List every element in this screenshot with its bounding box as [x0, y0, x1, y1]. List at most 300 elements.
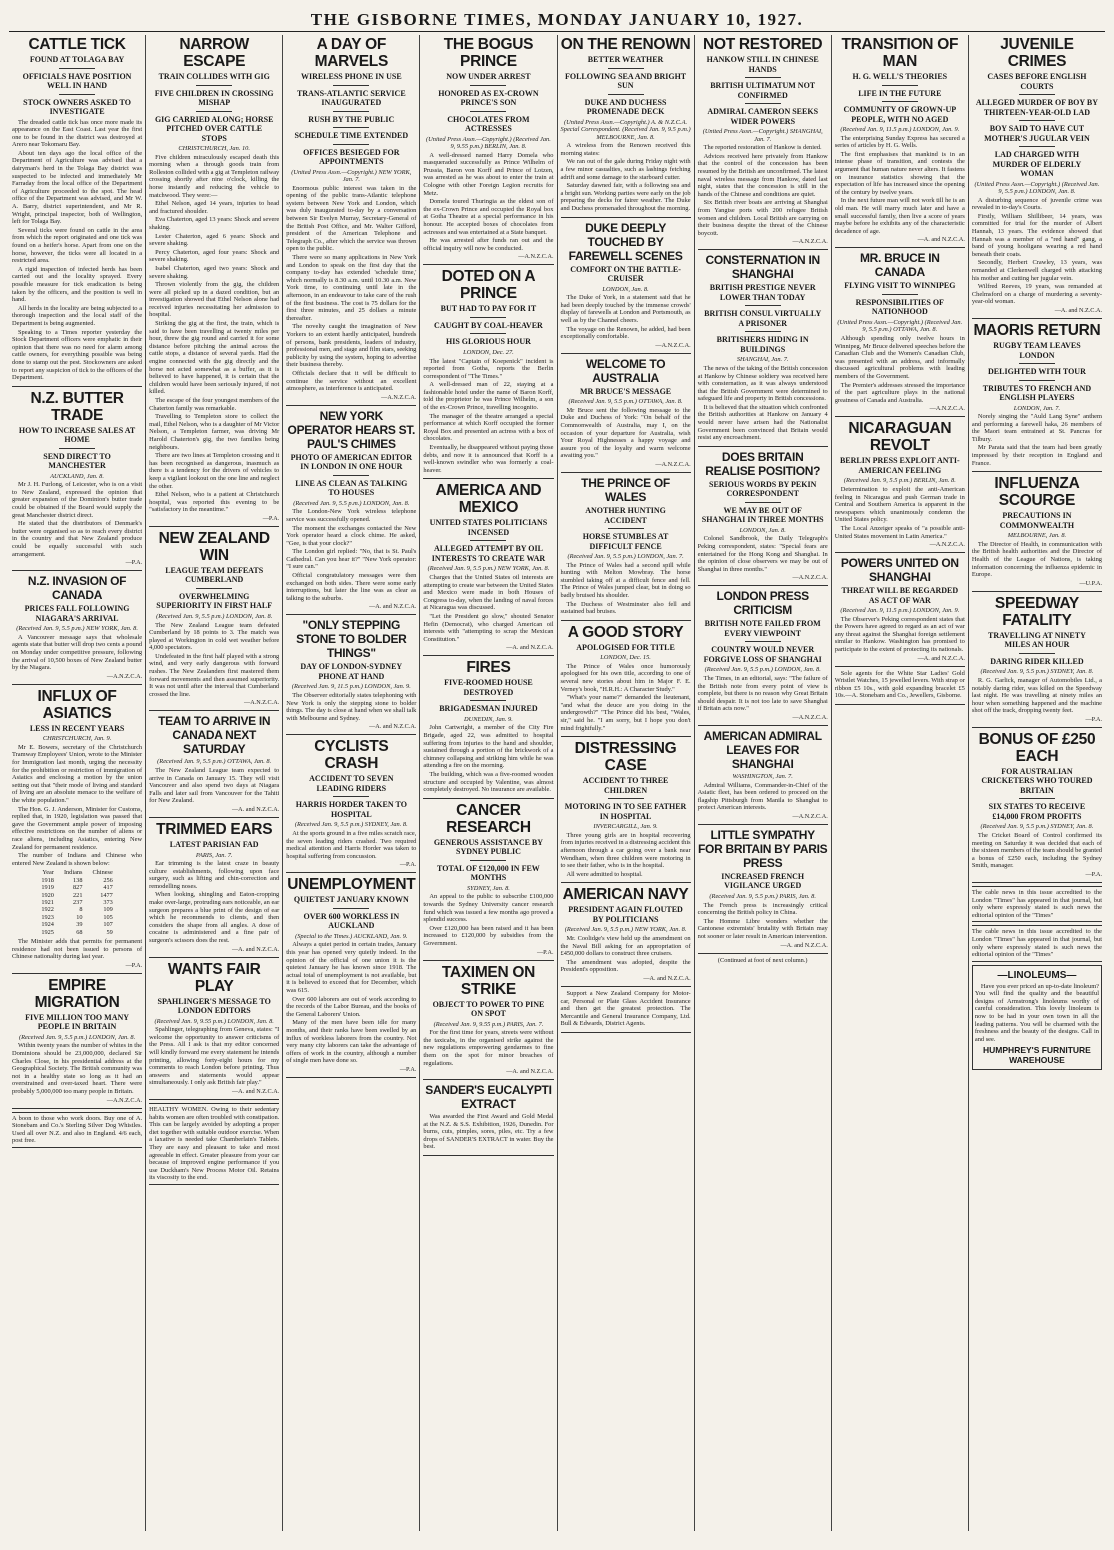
rule	[333, 111, 369, 112]
paragraph: Wilfred Reeves, 19 years, was remanded at Chelmsford on a charge of murdering a seventy-year-old woman.	[971, 283, 1102, 306]
dateline: (United Press Assn.—Copyright.) (Received Jan. 9, 5.5 p.m.) LONDON, Jan. 8.	[974, 180, 1100, 196]
article	[698, 828, 828, 949]
dateline: (Received Jan. 9, 5.5 p.m.) OTTAWA, Jan. 8.	[568, 398, 683, 406]
subheading: FIVE MILLION TOO MANY PEOPLE IN BRITAIN	[25, 1012, 130, 1032]
table-cell: 138	[73, 876, 83, 884]
signature: —A. and N.Z.C.A.	[369, 723, 417, 731]
paragraph: Several ticks were found on cattle in the area from which the report originated and one tick was found on a heifer's horse. Apart from one on the horse, however, the ticks were all located in a restricted area.	[12, 226, 143, 265]
paragraph: Striking the gig at the first, the train, which is said to have been travelling at twenty miles per hour, threw the gig round and carried it for some distance before pitching the animal across the cattle stops, a distance of several yards. Had the engine connected with the gig directly and the horse not acted somewhat as a buffer, as it is believed to have happened, it is certain that the children would have been seriously injured, if not killed.	[149, 320, 280, 396]
paragraph: "Let the President go slow," shouted Senator Hefin (Democrat), who charged American oil interests with "attempting to scrap the Mexican Constitution."	[423, 612, 554, 643]
rule	[333, 127, 369, 128]
dateline: (United Press Assn.—Copyright.) A. & N.Z.C.A. Special Correspondent. (Received Jan. 9, 9.5 p.m.) MELBOURNE, Jan. 8.	[560, 118, 691, 141]
ad-body: Have you ever priced an up-to-date linoleum? You will find the quality and the beautiful designs of Armstrong's linoleums worthy of careful consideration. This lovely linoleum is now to be had in your own town in all the leading patterns. You will be charmed with the freshness and the beauty of the designs. Call in and see.	[974, 982, 1099, 1043]
article	[286, 618, 416, 730]
article	[286, 738, 416, 868]
subheading: ACCIDENT TO SEVEN LEADING RIDERS	[309, 774, 394, 793]
signature: —A.N.Z.C.A.	[106, 672, 143, 680]
separator	[561, 217, 691, 218]
headline: LONDON PRESS CRITICISM	[716, 589, 809, 618]
dateline: DUNEDIN, Jan. 9.	[464, 715, 513, 723]
paragraph: The New Zealand League team expected to arrive in Canada on January 15. They will visit Vancouver and also spend two days at Niagara Falls and later sail from Vancouver for the Tahiti for New Zealand.	[149, 767, 280, 805]
dateline: (Received Jan. 9, 5.5 p.m.) SYDNEY, Jan. 8.	[294, 821, 408, 829]
table-row	[36, 929, 117, 936]
rule	[59, 448, 95, 449]
article	[561, 624, 691, 732]
signature: —A.N.Z.C.A.	[655, 461, 691, 469]
article	[561, 740, 691, 878]
subheading: CHOCOLATES FROM ACTRESSES	[447, 114, 530, 133]
separator	[972, 727, 1102, 728]
rule	[745, 103, 781, 104]
dateline: (United Press Assn.—Copyright.) SHANGHAI, Jan. 7.	[702, 128, 823, 143]
signature: —A.N.Z.C.A.	[792, 574, 828, 582]
paragraph: The building, which was a five-roomed wooden structure and occupied by Valentine, was almost completely destroyed. No insurance are available.	[423, 771, 554, 794]
subheading: MOTORING IN TO SEE FATHER IN HOSPITAL	[564, 802, 687, 821]
dateline: CHRISTCHURCH, Jan. 9.	[42, 735, 112, 743]
article	[423, 802, 553, 956]
separator	[698, 585, 828, 586]
paragraph: Over 600 laborers are out of work according to the records of the Labor Bureau, and the books of the General Laborers' Union.	[286, 995, 417, 1018]
separator	[698, 446, 828, 447]
article	[972, 731, 1102, 878]
separator	[12, 570, 142, 571]
table-row	[36, 899, 117, 906]
separator	[423, 478, 553, 479]
subheading: HIS GLORIOUS HOUR	[445, 337, 531, 347]
headline: ON THE RENOWN	[560, 36, 691, 53]
separator	[835, 416, 965, 417]
article	[423, 1083, 553, 1151]
subheading: LIFE IN THE FUTURE	[858, 88, 942, 98]
subheading: NOW UNDER ARREST	[446, 72, 531, 81]
subheading: TRANS-ATLANTIC SERVICE INAUGURATED	[296, 88, 406, 107]
dateline: (United Press Assn.—Copyright.) (Received Jan. 9, 9.55 p.m.) BERLIN, Jan. 8.	[426, 135, 551, 151]
signature: —P.A.	[399, 1065, 417, 1073]
signature: —U.P.A.	[1079, 579, 1102, 587]
subheading: DAY OF LONDON-SYDNEY PHONE AT HAND	[300, 662, 403, 681]
article	[12, 574, 142, 680]
headline: MAORIS RETURN	[973, 322, 1101, 339]
paragraph: Mr Bruce sent the following message to the Duke and Duchess of York: "On behalf of the Commonwealth of Australia, may I, on the occasion of your departure for Australia, wish Your Royal Highnesses a happy voyage and assure you of the loyalty and warm welcome awaiting you."	[560, 406, 691, 460]
subheading: ACCIDENT TO THREE CHILDREN	[582, 776, 669, 795]
table-cell: 39	[76, 921, 83, 929]
paragraph: The latest "Captain of Koepenick" incident is reported from Gotha, reports the Berlin correspondent of "The Times."	[423, 357, 554, 380]
rule	[1019, 653, 1055, 654]
dateline: (Received Jan. 9, 5.5 p.m.) OTTAWA, Jan. 8.	[157, 758, 272, 766]
signature: —A.N.Z.C.A.	[106, 1096, 143, 1104]
subheading: TRAIN COLLIDES WITH GIG	[158, 72, 270, 81]
dateline: (Received Jan. 9, 5.5 p.m.) NEW YORK, Jan. 8.	[427, 565, 550, 573]
paragraph: Enormous public interest was taken in the opening of the public trans-Atlantic telephone system between New York and London, which was duly inaugurated to-day by a conversation between Sir Evelyn Murray, Secretary-General of the British Post Office, and Mr. Walter Gifford, president of the American Telephone and Telegraph Co., after which the service was thrown open to the public.	[286, 184, 417, 253]
table-header: Indians	[63, 869, 83, 877]
headline: THE PRINCE OF WALES	[581, 476, 670, 505]
table-cell: 8	[79, 906, 83, 914]
dateline: (Received Jan. 9, 5.5 p.m.) LONDON, Jan. 8.	[18, 1033, 136, 1041]
signature: —P.A.	[125, 559, 143, 567]
subheading: SIX STATES TO RECEIVE £14,000 FROM PROFITS	[988, 802, 1086, 821]
separator	[698, 824, 828, 825]
headline: DUKE DEEPLY TOUCHED BY FAREWELL SCENES	[568, 220, 683, 263]
paragraph: A well-dressed man of 22, staying at a fashionable hotel under the name of Baron Korff, told the proprietor he was Prince Wilhelm, a son of the ex-Crown Prince, travelling incognito.	[423, 381, 554, 412]
table-cell: 10	[76, 913, 83, 921]
paragraph: We ran out of the gale during Friday night with a few minor casualties, such as lashings fetching adrift and some damage to the starboard cutter.	[560, 158, 691, 181]
article	[972, 36, 1102, 314]
rule	[745, 77, 781, 78]
subheading: SPAHLINGER'S MESSAGE TO LONDON EDITORS	[157, 996, 271, 1016]
article	[423, 268, 553, 474]
dateline: (Received Jan. 9, 5.5 p.m.) NEW YORK, Jan. 8.	[564, 926, 687, 934]
headline: NEW YORK OPERATOR HEARS ST. PAUL'S CHIMES	[287, 408, 416, 451]
headline: INFLUX OF ASIATICS	[37, 687, 117, 722]
paragraph: Many of the men have been idle for many months, and their ranks have been swelled by an influx of workless laborers from the country. Not very many city laborers can take the advantage of offers of work in the country, although a number of single men have done so.	[286, 1019, 417, 1065]
paragraph: The novelty caught the imagination of New Yorkers to an extent hardly anticipated, hundreds of persons, bank presidents, leaders of industry, professional men, and stage and film stars, seeking publicity by using the system, hoping to advertise their business thereby.	[286, 323, 417, 369]
paragraph: Secondly, Herbert Crawley, 13 years, was remanded at Clerkenwell charged with attacking his mother and cutting her jugular vein.	[971, 259, 1102, 282]
rule	[1019, 120, 1055, 121]
headline: CYCLISTS CRASH	[314, 738, 389, 773]
rule	[745, 305, 781, 306]
dateline: CHRISTCHURCH, Jan. 10.	[178, 145, 250, 152]
paragraph: Official congratulatory messages were then exchanged on both sides. There were some early interruptions, but later the line was as clear as talking to the suburbs.	[286, 572, 417, 602]
subheading: SERIOUS WORDS BY PEKIN CORRESPONDENT	[709, 479, 817, 499]
article	[423, 36, 553, 260]
ad-title: —LINOLEUMS—	[997, 969, 1077, 981]
paragraph: John Cartwright, a member of the City Fire Brigade, aged 22, was admitted to hospital suffering from injuries to the hand and shoulder, sustained through a portion of the brickwork of a chimney collapsing and striking him while he was attending a fire on the morning.	[423, 724, 554, 770]
table-header: Year	[42, 869, 54, 877]
dateline: INVERCARGILL, Jan. 9.	[593, 823, 658, 831]
paragraph: Mr. Coolidge's view held up the amendment on the Naval Bill asking for an appropriation of £450,000 dollars to construct three cruisers.	[560, 934, 691, 958]
headline: NOT RESTORED	[703, 36, 823, 53]
paragraph: Although spending only twelve hours in Winnipeg, Mr Bruce delivered speeches before the Canadian Club and the Women's Canadian Club, was presented with an address, and informally discussed agricultural problems with leading members of the Government.	[834, 335, 965, 380]
paragraph: The number of Indians and Chinese who entered New Zealand is shown below:	[12, 852, 143, 867]
subheading: PRESIDENT AGAIN FLOUTED BY POLITICIANS	[568, 905, 683, 924]
paragraph: Domela toured Thuringia as the eldest son of the ex-Crown Prince and occupied the Royal box at Gotha Theatre at a special performance in his honour. He accepted boxes of chocolates from actresses and was entertained at a State banquet.	[423, 198, 554, 236]
article	[698, 450, 828, 582]
headline: SPEEDWAY FATALITY	[994, 594, 1079, 629]
article	[149, 961, 279, 1095]
dateline: (Received Jan. 9, 11.5 p.m.) LONDON, Jan. 9.	[840, 126, 960, 133]
paragraph: Saturday dawned fair, with a following sea and a bright sun. Working parties were early on the job preparing the decks for fairer weather. The Duke and Duchess promenaded throughout the morning.	[560, 182, 691, 213]
signature: —A.N.Z.C.A.	[381, 393, 417, 401]
subheading: UNITED STATES POLITICIANS INCENSED	[429, 518, 548, 537]
newspaper-page	[9, 9, 1105, 1532]
article	[561, 36, 691, 213]
table-cell: 827	[73, 884, 83, 892]
paragraph: At the sports ground in a five miles scratch race, the seven leading riders crashed. Two required medical attention and Harris Horder was taken to hospital suffering from concussion.	[286, 830, 417, 860]
subheading: BRITISH CONSUL VIRTUALLY A PRISONER	[704, 309, 822, 328]
article	[561, 886, 691, 982]
rule	[1019, 798, 1055, 799]
subheading: GENEROUS ASSISTANCE BY SYDNEY PUBLIC	[433, 837, 544, 857]
article	[835, 36, 965, 243]
article	[423, 482, 553, 651]
paragraph: Eva Chaterton, aged 13 years: Shock and severe shaking.	[149, 216, 280, 231]
headline: "ONLY STEPPING STONE TO BOLDER THINGS"	[296, 618, 407, 661]
table-cell: 59	[106, 928, 113, 936]
subheading: CAUGHT BY COAL-HEAVER	[434, 320, 543, 330]
separator	[12, 973, 142, 974]
table-header-row	[36, 869, 117, 876]
rule	[608, 68, 644, 69]
rule	[470, 700, 506, 701]
paragraph: A disturbing sequence of juvenile crime was revealed in to-day's Courts.	[971, 196, 1102, 212]
paragraph: Officials declare that it will be difficult to continue the service without an excellent atmosphere, as interference is anticipated.	[286, 369, 417, 393]
headline: AMERICAN ADMIRAL LEAVES FOR SHANGHAI	[703, 728, 822, 771]
table-row	[36, 892, 117, 899]
paragraph: All were admitted to hospital.	[566, 870, 643, 878]
paragraph: The Observer editorially states telephoning with New York is only the stepping stone to bolder things. The day is close at hand when we shall talk with Melbourne and Sydney.	[286, 692, 417, 722]
paragraph: Mr E. Bowers, secretary of the Christchurch Tramway Employees' Union, wrote to the Minister for Immigration last month, urging the necessity for the prohibition or restriction of immigration of Asiatics and enclosing a motion by the union setting out that "their mode of living and standard of living are an absolute menace to the welfare of the white population."	[12, 743, 143, 805]
continued-note: (Continued at foot of next column.)	[717, 956, 808, 964]
table-cell: 1919	[41, 884, 54, 892]
rule	[1019, 380, 1055, 381]
subheading: BRIGADESMAN INJURED	[439, 704, 538, 714]
headline: A GOOD STORY	[567, 623, 684, 641]
separator	[12, 386, 142, 387]
headline: POWERS UNITED ON SHANGHAI	[840, 556, 959, 585]
paragraph: The Hon. G. J. Anderson, Minister for Customs, replied that, in 1920, legislation was passed that gave the Government ample power of imposing effective restrictions on the number of aliens or race aliens, including Asiatics, entering New Zealand for permanent residence.	[12, 805, 143, 851]
rule	[333, 796, 369, 797]
paragraph: About ten days ago the local office of the Department of Agriculture was advised that a dairyman's herd in the Tolaga Bay district was suspected to be infected and immediately Mr Farraday from the local office of the Department of Agriculture proceeded to the spot. The head office of the Department was advised, and Mr W. A. Barry, district superintendent, and Mr R. Wright, principal inspector, both of Wellington, left for Tolaga Bay.	[12, 149, 143, 226]
headline: CONSTERNATION IN SHANGHAI	[705, 253, 820, 282]
article	[561, 221, 691, 349]
paragraph: Ear trimming is the latest craze in beauty culture establishments, following upon face surgery, such as lifting and chin-correction and remodelling noses.	[149, 860, 280, 890]
separator	[423, 960, 553, 961]
paragraph: Charges that the United States oil interests are attempting to create war between the United States and Mexico were made in both Houses of Congress to-day, when the landing of naval forces at Nicaragua was discussed.	[423, 574, 554, 612]
column-1	[9, 35, 146, 1531]
paragraph: The enterprising Sunday Express has secured a series of articles by H. G. Wells.	[834, 134, 965, 150]
headline: INFLUENZA SCOURGE	[994, 475, 1080, 510]
rule	[196, 111, 232, 112]
paragraph: Admiral Williams, Commander-in-Chief of the Asiatic fleet, has been ordered to proceed on the flagship Pittsburgh from Manila to Shanghai to protect American interests.	[697, 781, 828, 812]
signature: —A. and N.Z.C.A.	[506, 1068, 554, 1076]
headline: AMERICA AND MEXICO	[435, 482, 542, 517]
paragraph: Eventually, he disappeared without paying those debts, and now it is announced that Korff is a well-known swindler who was formerly a coal-heaver.	[423, 444, 554, 474]
subheading: RESPONSIBILITIES OF NATIONHOOD	[855, 297, 944, 317]
headline: A DAY OF MARVELS	[314, 36, 389, 70]
article	[835, 251, 965, 412]
dateline: (Received Jan. 9, 9.55 p.m.) LONDON, Jan. 8.	[154, 1017, 274, 1025]
rule	[882, 294, 918, 295]
paragraph: The Prince of Wales once humorously apologised for his own title, according to one of several new stories about him in Major F. E. Verney's book, "H.R.H.: A Character Study."	[560, 662, 691, 693]
paragraph: He was arrested after funds ran out and the official inquiry will now be conducted.	[423, 237, 554, 252]
signature: —A. and N.Z.C.A.	[231, 945, 280, 953]
headline: BONUS OF £250 EACH	[978, 730, 1096, 765]
rule	[333, 475, 369, 476]
ad-firm: HUMPHREY'S FURNITURE WAREHOUSE	[983, 1045, 1091, 1066]
headline: DISTRESSING CASE	[574, 740, 677, 775]
separator	[972, 591, 1102, 592]
paragraph: Travelling to Templeton store to collect the mail, Ethel Nelson, who is a daughter of Mr Victor Nelson, a Templeton farmer, was driving Mr Harold Chaterton's gig, the two families being neighbours.	[149, 413, 280, 451]
signature: —A. and N.Z.C.A.	[231, 1087, 280, 1095]
dateline: (Received Jan. 9, 11.5 p.m.) LONDON, Jan. 9.	[291, 683, 411, 691]
separator	[149, 957, 279, 958]
article	[149, 530, 279, 707]
paragraph: Norely singing the "Auld Lang Syne" anthem and performing a farewell haka, 26 members of the Maori team entrained at St. Pancras for Tilbury.	[971, 413, 1102, 443]
signature: —A.N.Z.C.A.	[792, 713, 828, 721]
subheading: BRITISH NOTE FAILED FROM EVERY VIEWPOINT	[704, 619, 821, 638]
dateline: (Received Jan. 9, 9.55 p.m.) PARIS, Jan. 7.	[433, 1020, 544, 1028]
dateline: LONDON, Jan. 8.	[602, 285, 649, 293]
dateline: (United Press Assn.—Copyright.) NEW YORK, Jan. 7.	[291, 168, 412, 184]
separator	[698, 725, 828, 726]
paragraph: R. G. Garlick, manager of Automobiles Ltd., a notably daring rider, was killed on the Speedway last night. He was travelling at ninety miles an hour when something happened and the machine shot off the track, dropping twenty feet.	[971, 676, 1102, 715]
article	[972, 595, 1102, 723]
paragraph: The escape of the four youngest members of the Chaterton family was remarkable.	[149, 397, 280, 412]
subheading: SEND DIRECT TO MANCHESTER	[43, 451, 111, 471]
article	[972, 322, 1102, 467]
subheading: ADMIRAL CAMERON SEEKS WIDER POWERS	[707, 107, 819, 126]
rule	[470, 860, 506, 861]
article	[12, 688, 142, 969]
subheading: HONORED AS EX-CROWN PRINCE'S SON	[438, 88, 539, 107]
subheading: OVER 600 WORKLESS IN AUCKLAND	[303, 911, 400, 931]
dateline: (Received Jan. 9, 5.5 p.m.) LONDON, Jan. 8.	[704, 666, 821, 674]
separator	[423, 264, 553, 265]
headline: NICARAGUAN REVOLT	[848, 420, 952, 455]
dateline: SYDNEY, Jan. 8.	[466, 884, 510, 892]
headline: DOES BRITAIN REALISE POSITION?	[705, 449, 821, 478]
rule	[1019, 146, 1055, 147]
signature: —P.A.	[1085, 870, 1102, 878]
signature: —A. and N.Z.C.A.	[369, 603, 417, 611]
times-notice: The cable news in this issue accredited to the London "Times" has appeared in that journal, but only where expressly stated is such news the editorial opinion of the "Times"	[972, 925, 1102, 961]
article	[149, 821, 279, 953]
subheading: LAD CHARGED WITH MURDER OF ELDERLY WOMAN	[992, 150, 1082, 178]
subheading: LESS IN RECENT YEARS	[29, 723, 125, 733]
advertisement: HEALTHY WOMEN. Owing to their sedentary habits women are often troubled with constipation. This can be largely avoided by adopting a proper diet together with suitable outdoor exercise. When a laxative is needed take Chamberlain's Tablets. They are easy and pleasant to take and most agreeable in effect. Greater pleasure from your car because of improved engine performance if you use Duckham's New Process Motor Oil. Retains its viscosity to the end.	[149, 1103, 279, 1185]
immigration-table	[36, 869, 117, 936]
signature: —A. and N.Z.C.A.	[780, 941, 828, 949]
table-cell: 1920	[41, 891, 54, 899]
paragraph: In the next future man will not work till he is an old man. He will marry much later and have a small successful family, then live a score of years maybe before he exhibits any of the characteristic decadence of age.	[834, 197, 965, 235]
separator	[12, 1108, 142, 1109]
paragraph: Undefeated in the first half played with a strong wind, and very early dangerous with forward rushes. The New Zealanders first mastered them forward movements and then assumed superiority. It was not until after the interval that Cumberland crossed the line.	[149, 652, 280, 698]
paragraph: The Observer's Peking correspondent states that the Powers have agreed to regard as an act of war any threat against the Shanghai foreign settlement similar to Hankow. Washington has promised to participate to the extent of protecting its nationals.	[834, 615, 965, 654]
paragraph: The London girl replied: "No, that is St. Paul's Cathedral. Can you hear it?" "New York operator: "I sure can."	[286, 548, 417, 571]
separator	[561, 1032, 691, 1033]
signature: —A. and N.Z.C.A.	[506, 644, 554, 652]
article	[12, 977, 142, 1104]
table-cell: 1922	[41, 906, 54, 914]
subheading: BRITISH ULTIMATUM NOT CONFIRMED	[710, 81, 816, 100]
headline: NEW ZEALAND WIN	[158, 529, 270, 564]
paragraph: Three young girls are in hospital recovering from injuries received in a distressing accident this afternoon through a car going over a bank near Wendham, when three children were motoring in to see their father, who is in the hospital.	[560, 831, 691, 870]
headline: THE BOGUS PRINCE	[443, 36, 534, 70]
subheading: ALLEGED MURDER OF BOY BY THIRTEEN-YEAR-OLD LAD	[975, 98, 1098, 117]
separator	[423, 1079, 553, 1080]
article	[561, 476, 691, 616]
paragraph: There were so many applications in New York and London to speak on the first day that the company to-day has extended 'schedule time,' which normally is 8.30 a.m. until 10.30 a.m. New York time, to continuing until late in the afternoon, in an endeavour to take care of the rush of the first business. The cost is 75 dollars for the first three minutes, and 25 dollars a minute thereafter.	[286, 254, 417, 322]
headline: DOTED ON A PRINCE	[441, 268, 536, 303]
table-cell: 105	[103, 913, 113, 921]
subheading: FOLLOWING SEA AND BRIGHT SUN	[564, 71, 687, 90]
dateline: (Received Jan. 9, 5.5 p.m.) SYDNEY, Jan. 8.	[980, 823, 1094, 831]
subheading: LINE AS CLEAN AS TALKING TO HOUSES	[295, 478, 408, 498]
paragraph: Mr Parata said that the team had been greatly impressed by their reception in England and France.	[971, 444, 1102, 467]
signature: —P.A.	[1085, 715, 1102, 723]
column-2	[146, 35, 283, 1531]
paragraph: Advices received here privately from Hankow that the control of the concession has been resumed by the British are unconfirmed. The latest naval wireless message from Hankow, dated last night, states that the concession is still in the hands of the Chinese and conditions are quiet.	[697, 152, 828, 198]
paragraph: Over £120,000 has been raised and it has been increased to £120,000 by subsidies from the Government.	[423, 924, 554, 947]
article	[286, 36, 416, 401]
rule	[470, 540, 506, 541]
dateline: LONDON, Jan. 8.	[739, 526, 786, 534]
table-cell: 1923	[41, 913, 54, 921]
paragraph: When looking, shingling and Eaton-cropping make over-large, protruding ears noticeable, an ear surgeon prepares a blue print of the design of ear which he recommends to clients, and then considers the shape from all angles. A dose of cocaine is administered and a fine pair of surgeon's scissors does the rest.	[149, 891, 280, 945]
paragraph: He stated that the distributors of Denmark's butter were organised so as to reach every district in the country and that New Zealand produce could be equally successful with such arrangement.	[12, 520, 143, 558]
dateline: LONDON, Dec. 27.	[463, 348, 514, 356]
separator	[972, 318, 1102, 319]
subheading: MR BRUCE'S MESSAGE	[580, 386, 672, 396]
subheading: HARRIS HORDER TAKEN TO HOSPITAL	[295, 800, 407, 819]
paragraph: The reported restoration of Hankow is denied.	[703, 144, 822, 152]
dateline: (Received Jan. 9, 5.5 p.m.) SYDNEY, Jan. 8.	[980, 668, 1094, 676]
dateline: SHANGHAI, Jan. 7.	[736, 356, 789, 364]
signature: —A.N.Z.C.A.	[655, 341, 691, 349]
table-cell: 417	[103, 884, 113, 892]
signature: —A.N.Z.C.A.	[929, 541, 965, 549]
rule	[333, 144, 369, 145]
paragraph: Percy Chaterton, aged four years: Shock and severe shaking.	[149, 248, 280, 264]
paragraph: The dreaded cattle tick has once more made its appearance on the East Coast. Last year the first one to be found in the district was destroyed at Arero near Tokomaru Bay.	[12, 118, 143, 149]
signature: —A.N.Z.C.A.	[244, 699, 280, 707]
paragraph: A Vancouver message says that wholesale agents state that butter will drop two cents a pound on Monday under competitive pressure, following the arrival of 10,500 boxes of New Zealand butter by the Niagara.	[12, 633, 143, 672]
paragraph: Support a New Zealand Company for Motor-car, Personal or Plate Glass Accident Insurance and then get the greatest protection. The Mercantile and General Insurance Company, Ltd. Bull & Edwards, District Agents.	[560, 989, 691, 1028]
rule	[196, 588, 232, 589]
paragraph: A well-dressed named Harry Domela who masqueraded successfully as Prince Wilhelm of Prussia, Baron von Korff and Prince of Lotzen, was arrested as he was about to enter the train at Cologne with other Foreign Legion recruits for Metz.	[423, 151, 554, 197]
paragraph: Always a quiet period in certain trades, January this year has opened very quietly indeed. In the opinion of the official of one union it is the quietest January he has known since 1918. The actual total of unemployment is not available, but it is believed to exceed that for December, which was 615.	[286, 941, 417, 995]
paragraph: The Homme Libre wonders whether the Cantonese extremists' brutality with Britain may not sooner or later result in American intervention.	[697, 917, 828, 940]
headline: TRIMMED EARS	[156, 821, 273, 838]
paragraph: Ethel Nelson, aged 14 years, injuries to head and fractured shoulder.	[149, 200, 280, 215]
table-row	[36, 914, 117, 921]
column-4	[420, 35, 557, 1531]
separator	[149, 710, 279, 711]
article	[835, 420, 965, 548]
rule	[608, 94, 644, 95]
subheading: OBJECT TO POWER TO PINE ON SPOT	[432, 999, 545, 1019]
dateline: (Received Jan. 9, 5.5 p.m.) BERLIN, Jan. 8.	[843, 477, 956, 485]
subheading: BETTER WEATHER	[587, 55, 664, 64]
paragraph: The London-New York wireless telephone service was successfully opened.	[286, 508, 417, 523]
headline: MR. BRUCE IN CANADA	[859, 251, 940, 280]
paragraph: Ethel Nelson, who is a patient at Christchurch hospital, was reported this evening to be "satisfactory in the meantime."	[149, 491, 280, 514]
article	[835, 556, 965, 662]
article	[698, 36, 828, 245]
subheading: RUGBY TEAM LEAVES LONDON	[993, 341, 1081, 360]
paragraph: All herds in the locality are being subjected to a thorough inspection and the local staff of the Department is being augmented.	[12, 304, 143, 327]
separator	[561, 620, 691, 621]
separator	[561, 736, 691, 737]
signature: —P.A.	[536, 948, 554, 956]
dateline: (Received Jan. 9, 5.5 p.m.) LONDON, Jan. 8.	[156, 612, 273, 620]
subheading: SCHEDULE TIME EXTENDED	[294, 131, 409, 140]
paragraph: A wireless from the Renown received this morning states:	[560, 142, 691, 157]
separator	[698, 249, 828, 250]
headline: WELCOME TO AUSTRALIA	[585, 356, 666, 385]
table-cell: 1924	[41, 921, 54, 929]
separator	[12, 684, 142, 685]
subheading: CASES BEFORE ENGLISH COURTS	[987, 72, 1087, 91]
subheading: OVERWHELMING SUPERIORITY IN FIRST HALF	[156, 591, 273, 611]
paragraph: The Duke of York, in a statement said that he had been deeply touched by the immense crowds' display of farewells at London and Portsmouth, as well as by the Channel cheers.	[560, 294, 691, 324]
rule	[59, 94, 95, 95]
separator	[149, 526, 279, 527]
table-row	[36, 884, 117, 891]
headline: N.Z. BUTTER TRADE	[30, 389, 124, 424]
column-6	[695, 35, 832, 1531]
dateline: (Special to the Times.) AUCKLAND, Jan. 9.	[295, 932, 408, 940]
